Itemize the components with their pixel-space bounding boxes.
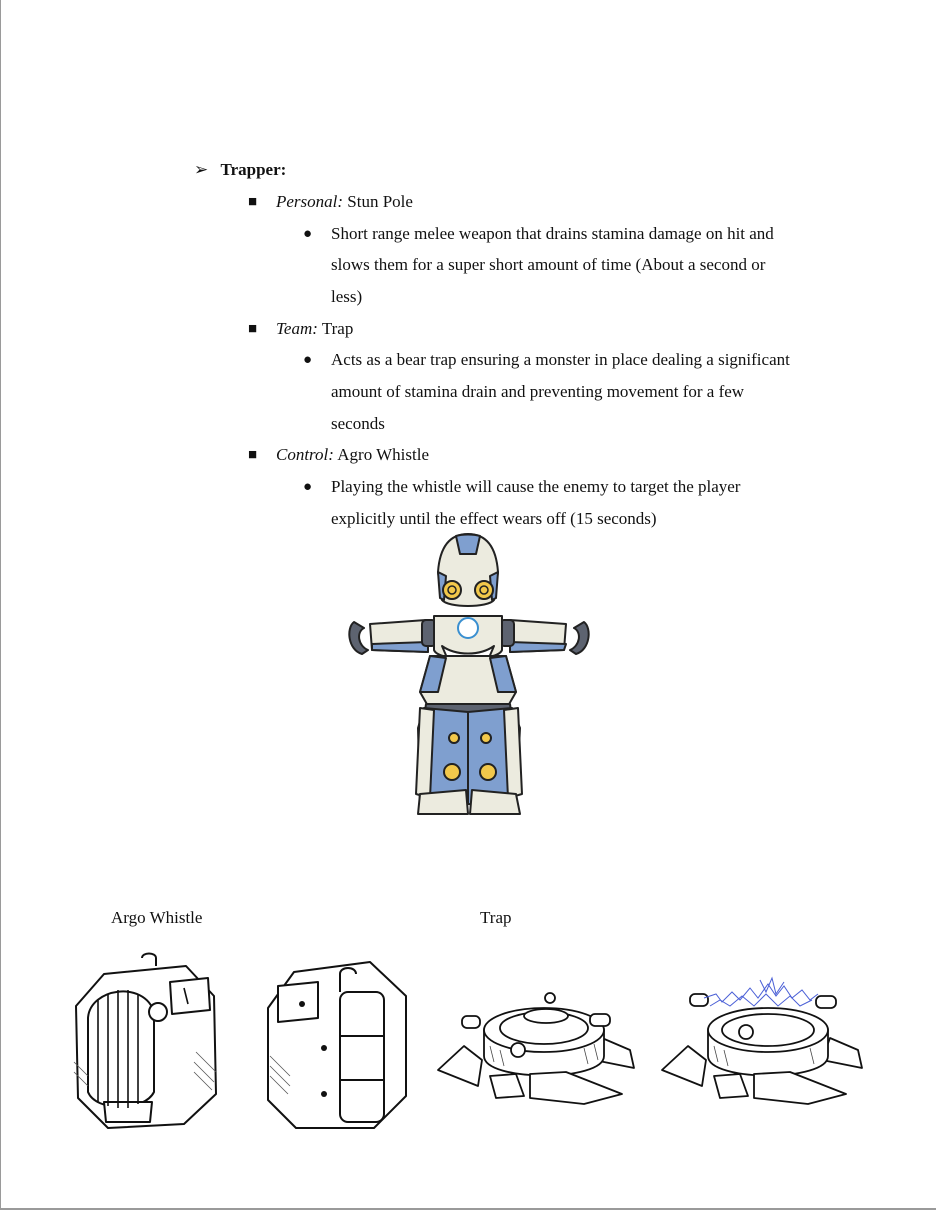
team-label: Team: [276,319,318,338]
square-bullet: ■ [248,321,258,337]
personal-item [276,192,413,212]
arrow-bullet: ➢ [194,160,209,179]
page-border [0,0,1,1210]
trapper-heading-row [194,160,286,180]
team-desc-line: seconds [331,414,385,433]
team-desc-line: Acts as a bear trap ensuring a monster in place dealing a significant [331,350,790,369]
control-value: Agro Whistle [337,445,430,464]
agro-whistle-side-sketch [266,956,410,1132]
trap-caption: Trap [480,908,512,927]
trapper-robot-illustration [348,532,590,822]
team-desc-line: amount of stamina drain and preventing movement for a few [331,382,745,401]
team-item [276,319,353,339]
control-item [276,445,429,465]
personal-desc-line: Short range melee weapon that drains stamina damage on hit and [331,224,774,243]
round-bullet: ● [303,352,313,368]
trapper-heading: Trapper: [220,160,287,179]
trap-sketch [434,990,638,1106]
square-bullet: ■ [248,447,258,463]
control-desc-line: explicitly until the effect wears off (15 seconds) [331,509,657,528]
agro-whistle-front-sketch [74,952,220,1130]
round-bullet: ● [303,226,313,242]
team-value: Trap [321,319,354,338]
personal-desc-line: slows them for a super short amount of time (About a second or [331,255,766,274]
whistle-caption: Argo Whistle [111,908,203,927]
square-bullet: ■ [248,194,258,210]
personal-desc-line: less) [331,287,363,306]
round-bullet: ● [303,479,313,495]
personal-value: Stun Pole [347,192,413,211]
trap-activated-sketch [660,976,864,1106]
control-label: Control: [276,445,334,464]
control-desc-line: Playing the whistle will cause the enemy to target the player [331,477,741,496]
personal-label: Personal: [276,192,344,211]
